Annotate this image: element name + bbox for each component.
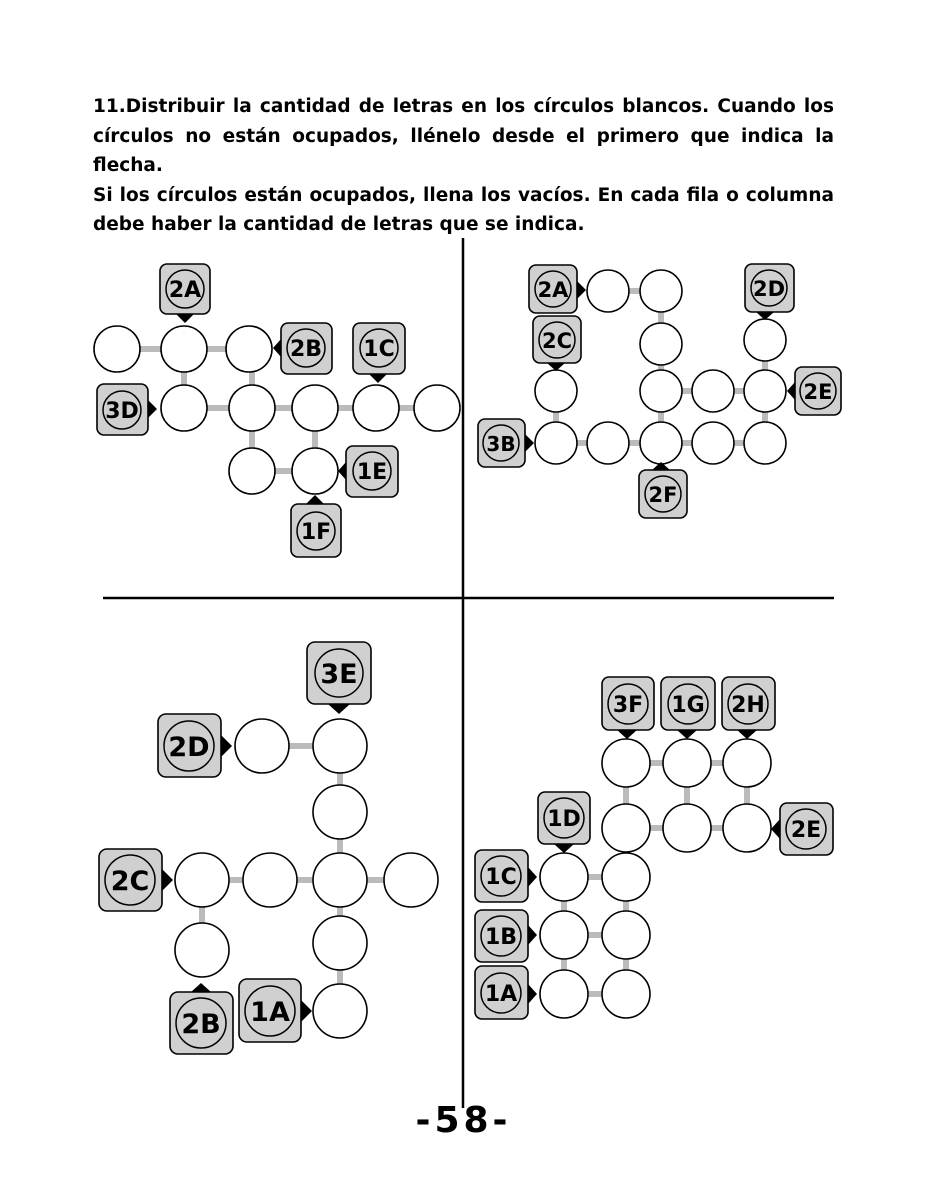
clue-tile-2b (273, 323, 332, 374)
clue-tile-1a (475, 966, 537, 1019)
clue-label: 2F (648, 483, 678, 507)
clue-label: 1D (547, 807, 581, 832)
clue-label: 2B (181, 1009, 221, 1040)
instruction-paragraph-1: 11.Distribuir la cantidad de letras en los círculos blancos. Cuando los círculos no están ocupados, llénelo desde el primero que indica la flecha. (93, 96, 834, 176)
clue-tile-1f (291, 495, 341, 557)
clue-label: 2H (731, 693, 765, 718)
clue-label: 2B (289, 337, 323, 362)
puzzle-top-left (94, 264, 460, 557)
clue-tile-3f (602, 677, 654, 739)
clue-tile-2e (771, 803, 833, 855)
clue-label: 1B (484, 925, 518, 950)
clue-tile-1c (353, 323, 405, 383)
clue-tile-1a (239, 979, 312, 1042)
clue-label: 1C (363, 337, 395, 362)
clue-label: 3D (105, 399, 139, 424)
clue-tile-2h (722, 677, 775, 739)
clue-label: 1G (671, 693, 705, 718)
instruction-paragraph-2: Si los círculos están ocupados, llena los vacíos. En cada fila o columna debe haber la cantidad de letras que se indica. (93, 184, 834, 235)
clue-label: 2C (110, 866, 150, 897)
clue-tile-2b (170, 983, 233, 1054)
clue-label: 3B (486, 432, 516, 456)
page-number: -58- (415, 1100, 512, 1141)
clue-label: 1E (356, 460, 388, 485)
clue-label: 2D (168, 732, 210, 763)
clue-label: 1A (484, 982, 518, 1007)
clue-tile-1d (538, 792, 590, 853)
clue-tile-2c (99, 849, 173, 911)
clue-label: 1F (300, 520, 332, 545)
clue-tile-2f (639, 462, 687, 518)
clue-label: 3F (612, 693, 644, 718)
clue-label: 3E (320, 659, 358, 690)
clue-tile-3b (478, 419, 534, 467)
puzzle-top-right (478, 264, 841, 518)
clue-tile-2e (787, 367, 841, 415)
clue-tile-2a (160, 264, 210, 323)
clue-label: 2A (168, 278, 202, 303)
clue-tile-3d (97, 384, 157, 435)
clue-label: 2A (537, 278, 569, 302)
clue-tile-1c (475, 850, 537, 902)
clue-label: 2E (790, 818, 822, 843)
clue-tile-1b (475, 910, 537, 962)
clue-label: 2C (541, 329, 573, 353)
clue-tile-2c (533, 316, 581, 371)
clue-tile-2d (745, 264, 794, 320)
clue-tile-2a (529, 265, 586, 313)
clue-tile-1g (661, 677, 715, 739)
clue-tile-3e (307, 642, 371, 714)
puzzle-bottom-left (99, 642, 438, 1054)
clue-tile-1e (338, 446, 398, 497)
clue-label: 1A (250, 997, 290, 1028)
puzzle-bottom-right (475, 677, 833, 1019)
clue-label: 2D (752, 277, 786, 301)
clue-label: 2E (803, 380, 833, 404)
clue-label: 1C (485, 865, 517, 890)
clue-tile-2d (158, 714, 232, 777)
